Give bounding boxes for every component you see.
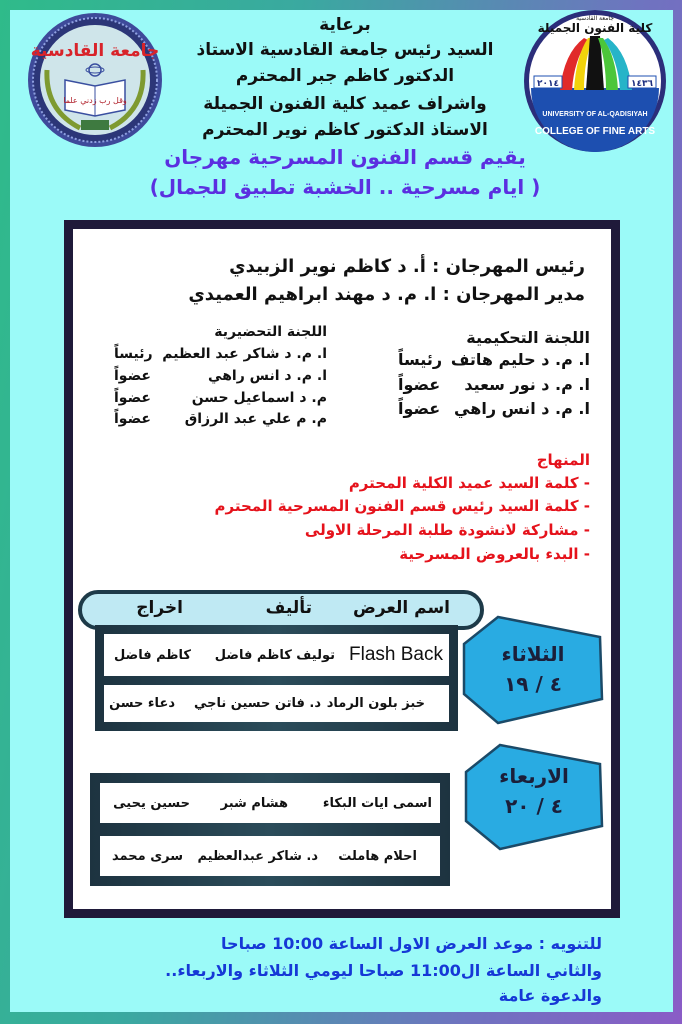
show-row [100,783,440,823]
show-row [104,685,449,722]
day-name: الاربعاء [499,764,569,788]
committee-member-name: م. د اسماعيل حسن [191,390,327,406]
festival-title: ( ايام مسرحية .. الخشبة تطبيق للجمال) [149,175,541,199]
show-director: سرى محمد [112,848,183,864]
college-logo [522,8,668,154]
column-director: اخراج [136,598,183,618]
university-name-arabic: جامعة القادسية [30,41,160,61]
committee-member-role: عضواً [114,411,151,427]
festival-director: مدير المهرجان : ا. م. د مهند ابراهيم العميدي [188,284,585,305]
svg-text:وقل رب زدني علما: وقل رب زدني علما [63,96,127,105]
festival-president: رئيس المهرجان : أ. د كاظم نوير الزبيدي [229,256,585,277]
show-director: دعاء حسن [109,696,175,711]
show-author: هشام شبر [220,795,288,811]
program-item: - البدء بالعروض المسرحية [399,545,590,563]
wednesday-shows-frame [90,773,450,886]
svg-text:كلية الفنون الجميلة: كلية الفنون الجميلة [537,21,653,35]
program-item: - مشاركة لانشودة طلبة المرحلة الاولى [304,521,590,539]
tuesday-badge [458,614,608,726]
column-author: تأليف [265,598,312,618]
svg-text:جامعة القادسية: جامعة القادسية [576,15,614,22]
schedule-header [78,590,484,630]
show-author: توليف كاظم فاضل [214,647,335,663]
svg-text:COLLEGE OF FINE ARTS: COLLEGE OF FINE ARTS [534,126,656,137]
committee-member-name: ا. م. د شاكر عبد العظيم [162,346,327,362]
show-title: احلام هاملت [338,848,417,864]
show-author: د. شاكر عبدالعظيم [197,848,318,864]
committee-member-name: م. م علي عبد الرزاق [184,411,327,427]
show-author: د. فاتن حسين ناجي [193,696,321,711]
committee-title: اللجنة التحضيرية [214,324,327,340]
committee-member-name: ا. م. د حليم هاتف [450,350,590,369]
header-line-supervision: واشراف عميد كلية الفنون الجميلة [203,94,487,114]
program-item: - كلمة السيد رئيس قسم الفنون المسرحية المحترم [214,497,590,515]
show-title: خبز بلون الرماد [326,696,425,711]
program-item: - كلمة السيد عميد الكلية المحترم [348,474,590,492]
header-line-dean-name: الاستاذ الدكتور كاظم نوير المحترم [202,120,488,140]
show-row [100,836,440,876]
festival-announcement: يقيم قسم الفنون المسرحية مهرجان [164,145,526,169]
column-show-title: اسم العرض [352,598,450,618]
note-line: للتنويه : موعد العرض الاول الساعة 10:00 صباحا [221,934,602,953]
show-director: حسين يحيى [113,795,190,811]
header-line-president: السيد رئيس جامعة القادسية الاستاذ [196,40,494,60]
committee-title: اللجنة التحكيمية [466,328,590,347]
day-date: ٤ / ١٩ [504,672,562,696]
committee-member-role: عضواً [398,399,441,418]
show-title: اسمى ايات البكاء [322,795,432,811]
day-date: ٤ / ٢٠ [505,794,563,818]
note-line: والدعوة عامة [498,986,602,1005]
header-line-president-name: الدكتور كاظم جبر المحترم [235,66,455,86]
committee-member-role: رئيساً [398,350,443,369]
svg-text:UNIVERSITY OF AL-QADISIYAH: UNIVERSITY OF AL-QADISIYAH [542,111,648,118]
tuesday-shows-frame [95,625,458,731]
show-title: Flash Back [349,644,443,665]
note-line: والثاني الساعة ال11:00 صباحا ليومي الثلاثاء والاربعاء.. [165,961,602,980]
show-director: كاظم فاضل [114,647,191,663]
committee-member-role: عضواً [114,390,151,406]
committee-member-name: ا. م. د انس راهي [454,399,590,418]
program-title: المنهاج [536,451,590,469]
svg-text:٢٠١٤: ٢٠١٤ [537,79,559,89]
committee-member-name: ا. م. د انس راهي [208,368,327,384]
day-name: الثلاثاء [501,642,565,666]
committee-member-role: رئيساً [114,346,153,362]
committee-member-role: عضواً [114,368,151,384]
show-row [104,634,449,676]
wednesday-badge [460,742,608,852]
committee-member-role: عضواً [398,375,441,394]
header-line-patronage: برعاية [319,15,371,35]
committee-member-name: ا. م. د نور سعيد [464,375,590,394]
svg-text:١٤٣٦: ١٤٣٦ [631,79,653,89]
university-logo [25,10,165,150]
